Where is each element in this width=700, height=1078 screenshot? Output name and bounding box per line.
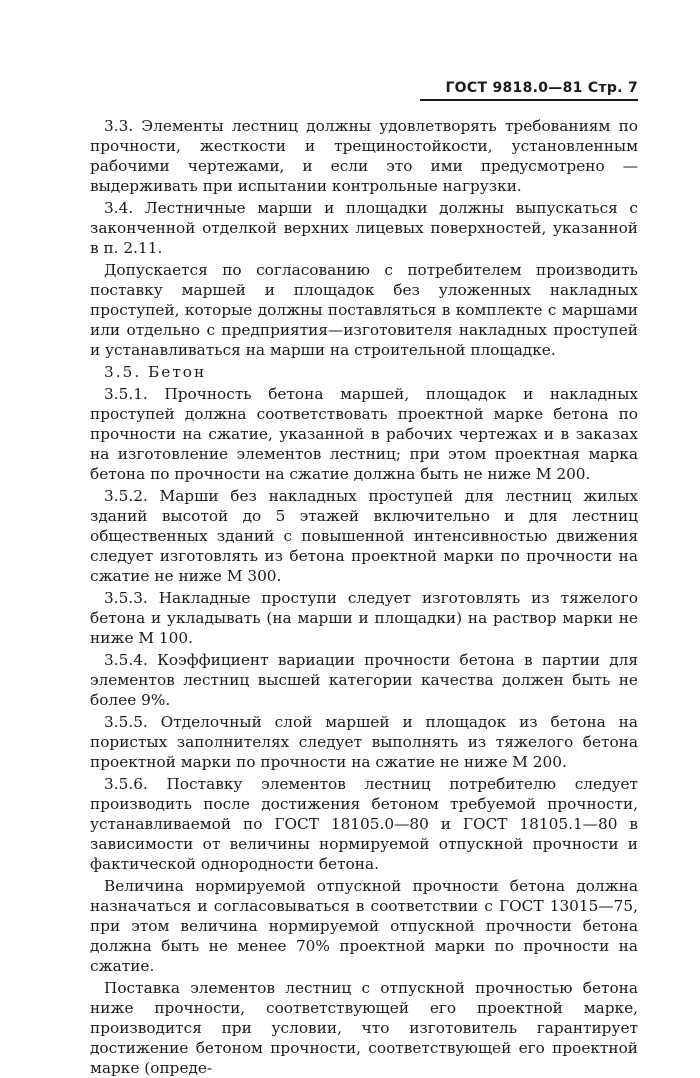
paragraph-3-5-2: 3.5.2. Марши без накладных проступей для лестниц жилых зданий высотой до 5 этажей включительно и для лестниц общественных зданий с повышенной интенсивностью движения следует изготовлять из бетона проектной марки по прочности на сжатие не ниже М 300. [90, 487, 638, 585]
running-header: ГОСТ 9818.0—81 Стр. 7 [420, 80, 638, 101]
paragraph-3-3: 3.3. Элементы лестниц должны удовлетворять требованиям по прочности, жесткости и трещиностойкости, установленным рабочими чертежами, и если это ими предусмотрено — выдерживать при испытании контрольные нагрузки. [90, 117, 638, 195]
paragraph-3-4: 3.4. Лестничные марши и площадки должны выпускаться с законченной отделкой верхних лицевых поверхностей, указанной в п. 2.11. [90, 199, 638, 257]
paragraph-3-5-3: 3.5.3. Накладные проступи следует изготовлять из тяжелого бетона и укладывать (на марши и площадки) на раствор марки не ниже М 100. [90, 589, 638, 647]
paragraph-3-5-4: 3.5.4. Коэффициент вариации прочности бетона в партии для элементов лестниц высшей категории качества должен быть не более 9%. [90, 651, 638, 709]
paragraph-3-5-6-strength: Величина нормируемой отпускной прочности бетона должна назначаться и согласовываться в соответствии с ГОСТ 13015—75, при этом величина нормируемой отпускной прочности бетона должна быть не менее 70% проектной марки по прочности на сжатие. [90, 877, 638, 975]
section-heading-concrete: 3.5. Бетон [104, 363, 207, 381]
document-body [90, 116, 638, 1078]
paragraph-3-5-6: 3.5.6. Поставку элементов лестниц потребителю следует производить после достижения бетоном требуемой прочности, устанавливаемой по ГОСТ 18105.0—80 и ГОСТ 18105.1—80 в зависимости от величины нормируемой отпускной прочности и фактической однородности бетона. [90, 775, 638, 873]
paragraph-3-4-note: Допускается по согласованию с потребителем производить поставку маршей и площадок без уложенных накладных проступей, которые должны поставляться в комплекте с маршами или отдельно с предприятия—изготовителя накладных проступей и устанавливаться на марши на строительной площадке. [90, 261, 638, 359]
paragraph-3-5-5: 3.5.5. Отделочный слой маршей и площадок из бетона на пористых заполнителях следует выполнять из тяжелого бетона проектной марки по прочности на сжатие не ниже М 200. [90, 713, 638, 771]
paragraph-3-5-1: 3.5.1. Прочность бетона маршей, площадок и накладных проступей должна соответствовать проектной марке бетона по прочности на сжатие, указанной в рабочих чертежах и в заказах на изготовление элементов лестниц; при этом проектная марка бетона по прочности на сжатие должна быть не ниже М 200. [90, 385, 638, 483]
paragraph-3-5-6-delivery: Поставка элементов лестниц с отпускной прочностью бетона ниже прочности, соответствующей его проектной марке, производится при условии, что изготовитель гарантирует достижение бетоном прочности, соответствующей его проектной марке (опреде- [90, 979, 638, 1077]
